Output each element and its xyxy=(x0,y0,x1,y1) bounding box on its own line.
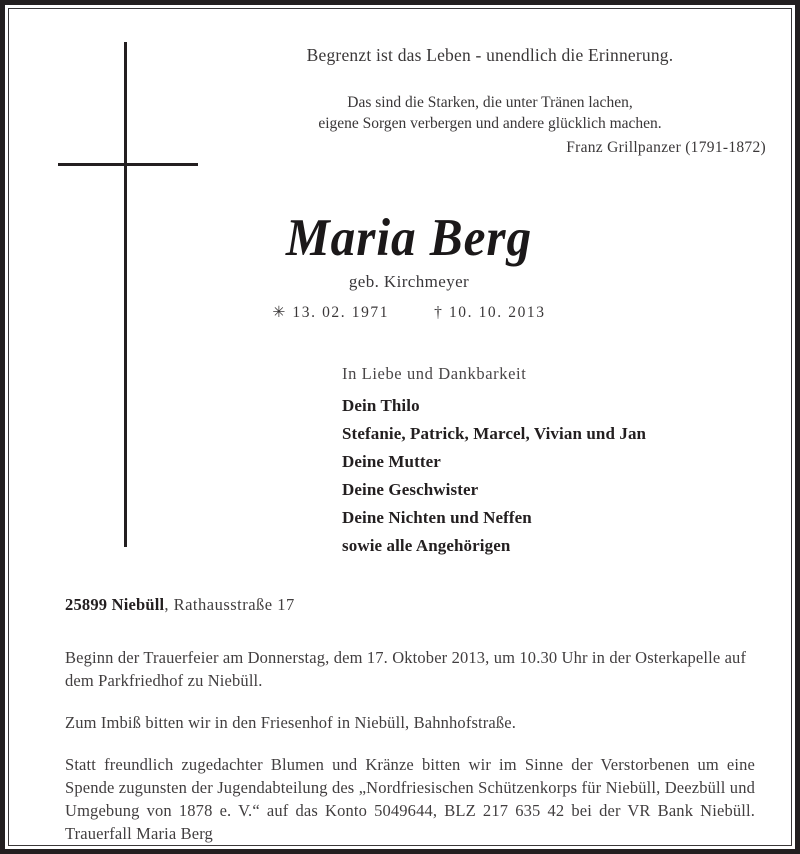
family-member: Deine Geschwister xyxy=(342,480,479,499)
cross-icon xyxy=(54,42,204,547)
address-street: , Rathausstraße 17 xyxy=(164,595,295,614)
details-block xyxy=(65,595,755,845)
family-member: Stefanie, Patrick, Marcel, Vivian und Jan xyxy=(342,424,647,443)
frame-inner-rule xyxy=(8,8,792,846)
address-line xyxy=(65,595,755,615)
quote-block xyxy=(214,45,766,157)
family-member: Dein Thilo xyxy=(342,396,420,415)
birth-star-icon: ✳ xyxy=(272,304,287,321)
address-city: 25899 Niebüll xyxy=(65,595,165,614)
donation-info: Statt freundlich zugedachter Blumen und Kränze bitten wir im Sinne der Verstorbenen um eine Spende zugunsten der Jugendabteilung des „Nordfriesischen Schützenkorps für Niebüll, Deezbüll und Umgebung von 1878 e. V.“ auf das Konto 5049644, BLZ 217 635 42 bei der VR Bank Niebüll. Trauerfall Maria Berg xyxy=(65,755,755,843)
family-intro: In Liebe und Dankbarkeit xyxy=(342,364,527,383)
frame-white-gap xyxy=(5,5,795,849)
quote-verse-line-2: eigene Sorgen verbergen und andere glücklich machen. xyxy=(318,115,662,132)
family-member: Deine Mutter xyxy=(342,452,441,471)
quote-verse-line-1: Das sind die Starken, die unter Tränen lachen, xyxy=(347,94,633,111)
cross-horizontal-bar xyxy=(58,163,198,166)
quote-lead-line: Begrenzt ist das Leben - unendlich die Erinnerung. xyxy=(306,45,674,65)
family-block xyxy=(342,364,742,560)
maiden-name: geb. Kirchmeyer xyxy=(348,272,470,291)
birth-date: 13. 02. 1971 xyxy=(292,304,390,321)
quote-verse xyxy=(214,92,766,134)
family-member: Deine Nichten und Neffen xyxy=(342,508,532,527)
death-date: 10. 10. 2013 xyxy=(448,304,546,321)
reception-info: Zum Imbiß bitten wir in den Friesenhof in Niebüll, Bahnhofstraße. xyxy=(65,713,517,732)
cross-vertical-bar xyxy=(124,42,127,547)
life-dates xyxy=(209,303,609,322)
ceremony-info: Beginn der Trauerfeier am Donnerstag, dem 17. Oktober 2013, um 10.30 Uhr in der Osterkapelle auf dem Parkfriedhof zu Niebüll. xyxy=(65,648,747,690)
deceased-name-block xyxy=(209,209,609,322)
quote-author: Franz Grillpanzer (1791-1872) xyxy=(566,139,766,156)
death-cross-icon: † xyxy=(434,304,444,321)
family-member: sowie alle Angehörigen xyxy=(342,536,511,555)
deceased-name: Maria Berg xyxy=(285,209,533,267)
